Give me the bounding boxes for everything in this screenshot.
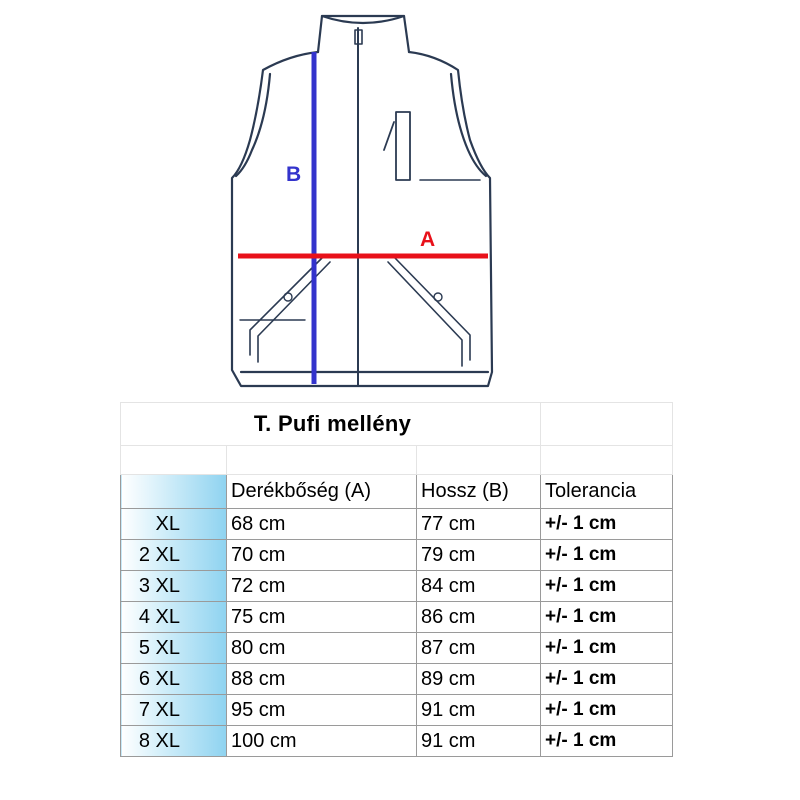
table-row <box>121 633 673 664</box>
tolerance-cell: +/- 1 cm <box>541 509 673 540</box>
table-row <box>121 664 673 695</box>
table-header-row <box>121 475 673 509</box>
table-row <box>121 602 673 633</box>
length-cell: 86 cm <box>417 602 541 633</box>
size-cell-label: 5 XL <box>121 633 227 664</box>
chest-pocket-flap <box>384 122 394 150</box>
length-cell: 87 cm <box>417 633 541 664</box>
header-waist: Derékbőség (A) <box>227 475 417 509</box>
table-title: T. Pufi mellény <box>121 403 541 446</box>
pocket-left <box>250 258 330 362</box>
size-cell-label: 2 XL <box>121 540 227 571</box>
table-row <box>121 540 673 571</box>
table-row <box>121 726 673 757</box>
tolerance-cell: +/- 1 cm <box>541 540 673 571</box>
size-cell-label: 3 XL <box>121 571 227 602</box>
waist-cell: 75 cm <box>227 602 417 633</box>
tolerance-cell: +/- 1 cm <box>541 664 673 695</box>
measure-a-label: A <box>420 228 436 251</box>
size-cell-label: 6 XL <box>121 664 227 695</box>
size-cell-label: XL <box>121 509 227 540</box>
table-row <box>121 509 673 540</box>
pocket-snap-right <box>434 293 442 301</box>
size-cell-label: 4 XL <box>121 602 227 633</box>
table-row <box>121 695 673 726</box>
table-title-empty <box>541 403 673 446</box>
table-title-row <box>121 403 673 446</box>
waist-cell: 70 cm <box>227 540 417 571</box>
tolerance-cell: +/- 1 cm <box>541 633 673 664</box>
tolerance-cell: +/- 1 cm <box>541 571 673 602</box>
tolerance-cell: +/- 1 cm <box>541 726 673 757</box>
waist-cell: 100 cm <box>227 726 417 757</box>
vest-collar <box>318 16 409 52</box>
size-chart-table <box>120 402 673 757</box>
length-cell: 79 cm <box>417 540 541 571</box>
pocket-right <box>388 258 470 366</box>
size-cell-label: 8 XL <box>121 726 227 757</box>
length-cell: 91 cm <box>417 726 541 757</box>
length-cell: 91 cm <box>417 695 541 726</box>
waist-cell: 72 cm <box>227 571 417 602</box>
header-size <box>121 475 227 509</box>
chest-pocket <box>396 112 410 180</box>
table-row <box>121 571 673 602</box>
vest-outline <box>232 52 492 386</box>
vest-armhole-right <box>451 74 486 176</box>
measure-b-label: B <box>286 163 302 186</box>
waist-cell: 68 cm <box>227 509 417 540</box>
waist-cell: 88 cm <box>227 664 417 695</box>
tolerance-cell: +/- 1 cm <box>541 695 673 726</box>
header-length: Hossz (B) <box>417 475 541 509</box>
tolerance-cell: +/- 1 cm <box>541 602 673 633</box>
waist-cell: 80 cm <box>227 633 417 664</box>
waist-cell: 95 cm <box>227 695 417 726</box>
table-blank-row <box>121 446 673 475</box>
pocket-snap-left <box>284 293 292 301</box>
length-cell: 89 cm <box>417 664 541 695</box>
length-cell: 84 cm <box>417 571 541 602</box>
size-cell-label: 7 XL <box>121 695 227 726</box>
header-tolerance: Tolerancia <box>541 475 673 509</box>
length-cell: 77 cm <box>417 509 541 540</box>
